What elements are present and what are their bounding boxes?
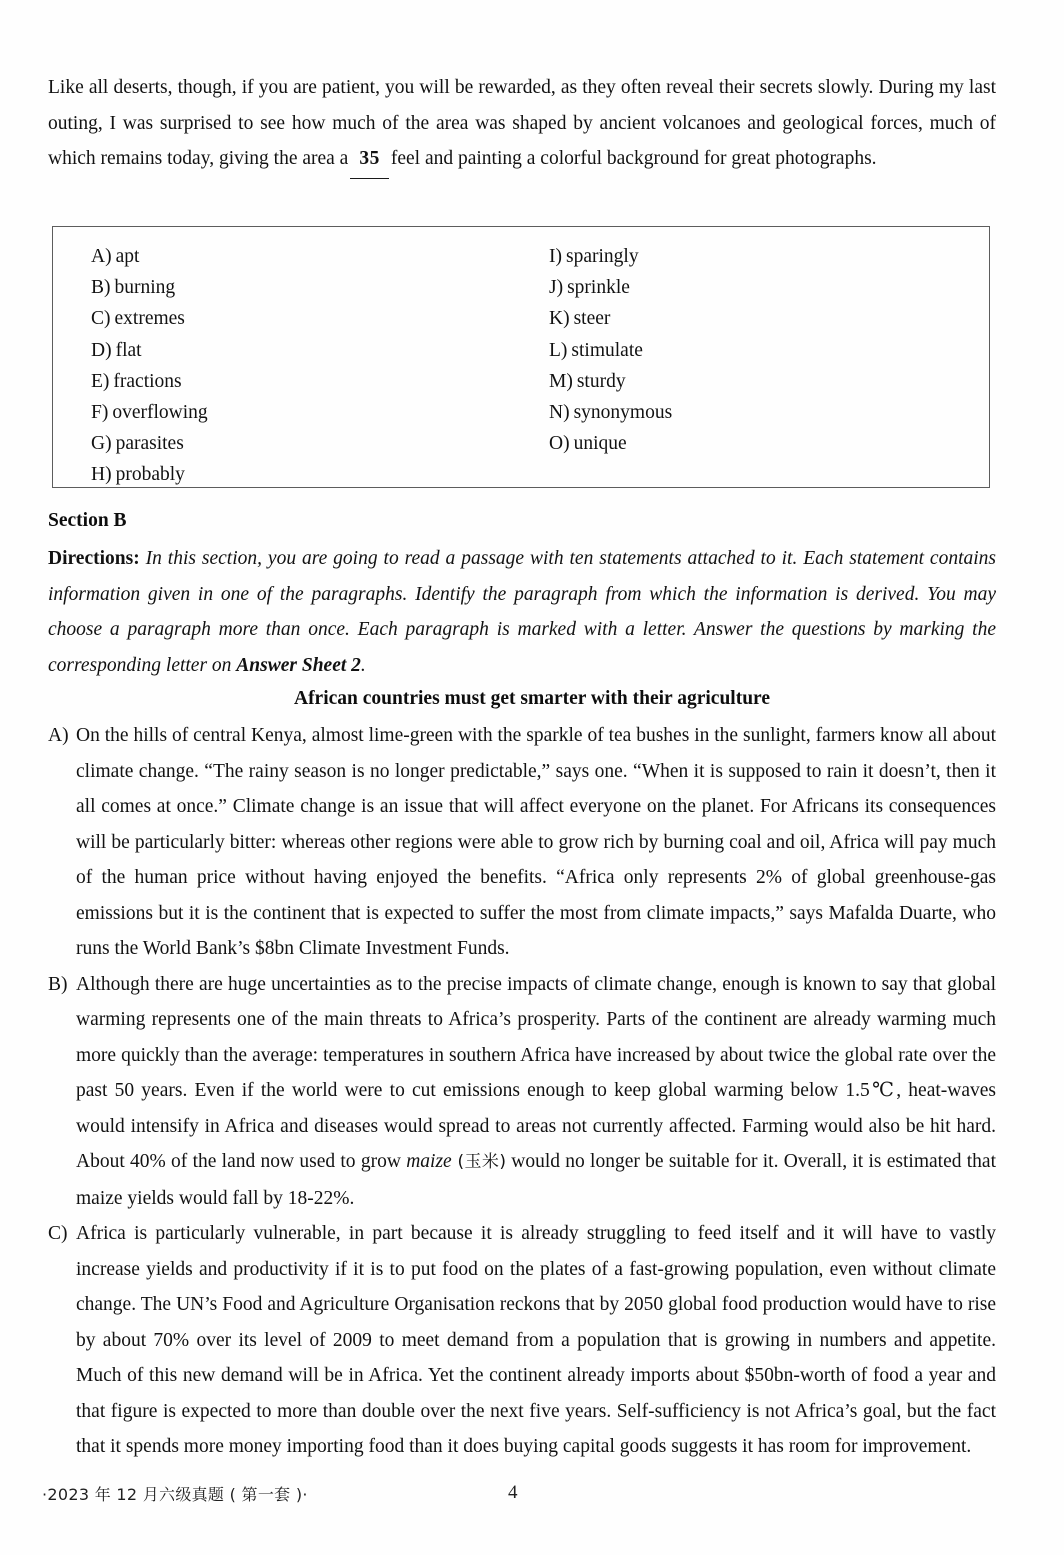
- option-word: sparingly: [566, 246, 639, 267]
- word-bank-option-h[interactable]: [91, 459, 521, 490]
- option-letter: K): [549, 308, 570, 330]
- footer-exam-label: ·2023 年 12 月六级真题 ( 第一套 )·: [42, 1485, 308, 1504]
- word-bank-option-m[interactable]: [549, 366, 989, 397]
- passage-title: African countries must get smarter with their agriculture: [293, 688, 771, 709]
- paragraph-b-text-part-2: would no longer be suitable for it. Overall, it is estimated that maize yields would fall by 18-22%.: [76, 1151, 997, 1209]
- paragraph-letter-b: B): [48, 973, 68, 995]
- option-letter: E): [91, 370, 110, 392]
- option-word: burning: [114, 277, 176, 299]
- directions-body-first: In this section, you are going to read a passage with ten statements attached to it. Each statement contains information given in one of the paragraphs. Identify the paragraph from which the information is derived. You may choose a paragraph more than once. Each paragraph is marked with a letter. Answer the questions by marking the corresponding letter on: [48, 548, 996, 676]
- option-word: overflowing: [112, 402, 208, 424]
- paragraph-letter-c: C): [48, 1223, 68, 1244]
- option-letter: A): [91, 246, 112, 267]
- directions-label: Directions:: [48, 548, 140, 569]
- option-letter: M): [549, 370, 573, 392]
- page-number: 4: [508, 1482, 518, 1503]
- word-bank-box: [52, 226, 990, 488]
- word-bank-option-i[interactable]: [549, 241, 989, 272]
- option-word: probably: [115, 464, 185, 486]
- option-word: sturdy: [576, 370, 626, 392]
- option-letter: L): [549, 339, 568, 361]
- option-word: flat: [115, 339, 142, 361]
- word-bank-option-o[interactable]: [549, 428, 989, 459]
- word-bank-option-e[interactable]: [91, 366, 521, 397]
- option-letter: B): [91, 277, 111, 299]
- section-b-heading: Section B: [48, 510, 127, 531]
- directions-body-last: .: [360, 654, 366, 676]
- option-word: unique: [573, 433, 627, 455]
- word-bank-right-column: [521, 241, 989, 491]
- word-bank-option-l[interactable]: [549, 335, 989, 366]
- top-paragraph-text-before-blank: Like all deserts, though, if you are patient, you will be rewarded, as they often reveal their secrets slowly. During my last outing, I was surprised to see how much of the area was shaped by ancient volcanoes and geological forces, much of which remains today, giving the area a: [48, 77, 996, 169]
- option-word: apt: [115, 246, 140, 267]
- paragraph-c-text: Africa is particularly vulnerable, in part because it is already struggling to feed itself and it will have to vastly increase yields and productivity if it is to put food on the plates of a fast-growing population, even without climate change. The UN’s Food and Agriculture Organisation reckons that by 2050 global food production would have to rise by about 70% over its level of 2009 to meet demand from a population that is growing in numbers and appetite. Much of this new demand will be in Africa. Yet the continent already imports about $50bn-worth of food a year and that figure is expected to more than double over the next five years. Self-sufficiency is not Africa’s goal, but the fact that it spends more money importing food than it does buying capital goods suggests it has room for improvement.: [76, 1223, 996, 1457]
- passage-paragraph-c: [48, 1216, 996, 1465]
- word-bank-option-k[interactable]: [549, 303, 989, 334]
- option-letter: G): [91, 433, 112, 455]
- word-bank-option-d[interactable]: [91, 335, 521, 366]
- option-letter: D): [91, 339, 112, 361]
- option-word: steer: [573, 308, 611, 330]
- paragraph-letter-a: A): [48, 725, 69, 746]
- section-b-directions: [48, 541, 996, 683]
- option-letter: J): [549, 277, 564, 299]
- word-bank-option-c[interactable]: [91, 303, 521, 334]
- option-letter: I): [549, 246, 562, 267]
- option-word: extremes: [114, 308, 185, 330]
- paragraph-b-text-part-1: Although there are huge uncertainties as to the precise impacts of climate change, enough is known to say that global warming represents one of the main threats to Africa’s prosperity. Parts of the continent are already warming much more quickly than the average: temperatures in southern Africa have increased by about twice the global rate over the past 50 years. Even if the world were to cut emissions enough to keep global warming below 1.5℃, heat-waves would intensify in Africa and diseases would spread to areas not currently affected. Farming would also be hit hard. About 40% of the land now used to grow: [76, 973, 996, 1172]
- passage-paragraph-b: [48, 967, 996, 1217]
- option-letter: O): [549, 433, 570, 455]
- word-bank-option-f[interactable]: [91, 397, 521, 428]
- paragraph-a-text: On the hills of central Kenya, almost lime-green with the sparkle of tea bushes in the sunlight, farmers know all about climate change. “The rainy season is no longer predictable,” says one. “When it is supposed to rain it doesn’t, then it all comes at once.” Climate change is an issue that will affect everyone on the planet. For Africans its consequences will be particularly bitter: whereas other regions were able to grow rich by burning coal and oil, Africa will pay much of the human price without having enjoyed the benefits. “Africa only represents 2% of global greenhouse-gas emissions but it is the continent that is expected to suffer the most from climate impacts,” says Mafalda Duarte, who runs the World Bank’s $8bn Climate Investment Funds.: [76, 725, 996, 959]
- option-word: parasites: [115, 433, 184, 455]
- word-bank-option-b[interactable]: [91, 272, 521, 303]
- word-bank-option-g[interactable]: [91, 428, 521, 459]
- top-continuation-paragraph: [48, 70, 996, 179]
- word-bank-option-a[interactable]: [91, 241, 521, 272]
- option-word: stimulate: [571, 339, 643, 361]
- word-bank-option-j[interactable]: [549, 272, 989, 303]
- option-letter: H): [91, 464, 112, 486]
- passage-body: [48, 718, 996, 1465]
- page-footer: [0, 1482, 1064, 1512]
- option-letter: C): [91, 308, 111, 330]
- answer-sheet-reference: Answer Sheet 2: [236, 654, 361, 676]
- option-word: fractions: [113, 370, 182, 392]
- paragraph-b-chinese-gloss: (玉米): [451, 1152, 506, 1172]
- paragraph-b-italic-term: maize: [406, 1151, 452, 1172]
- answer-blank-35[interactable]: 35: [350, 141, 389, 179]
- option-letter: N): [549, 402, 570, 424]
- passage-paragraph-a: [48, 718, 996, 967]
- word-bank-option-n[interactable]: [549, 397, 989, 428]
- top-paragraph-text-after-blank: feel and painting a colorful background for great photographs.: [390, 148, 877, 169]
- option-word: synonymous: [573, 402, 673, 424]
- option-letter: F): [91, 402, 109, 424]
- word-bank-left-column: [53, 241, 521, 491]
- option-word: sprinkle: [567, 277, 630, 299]
